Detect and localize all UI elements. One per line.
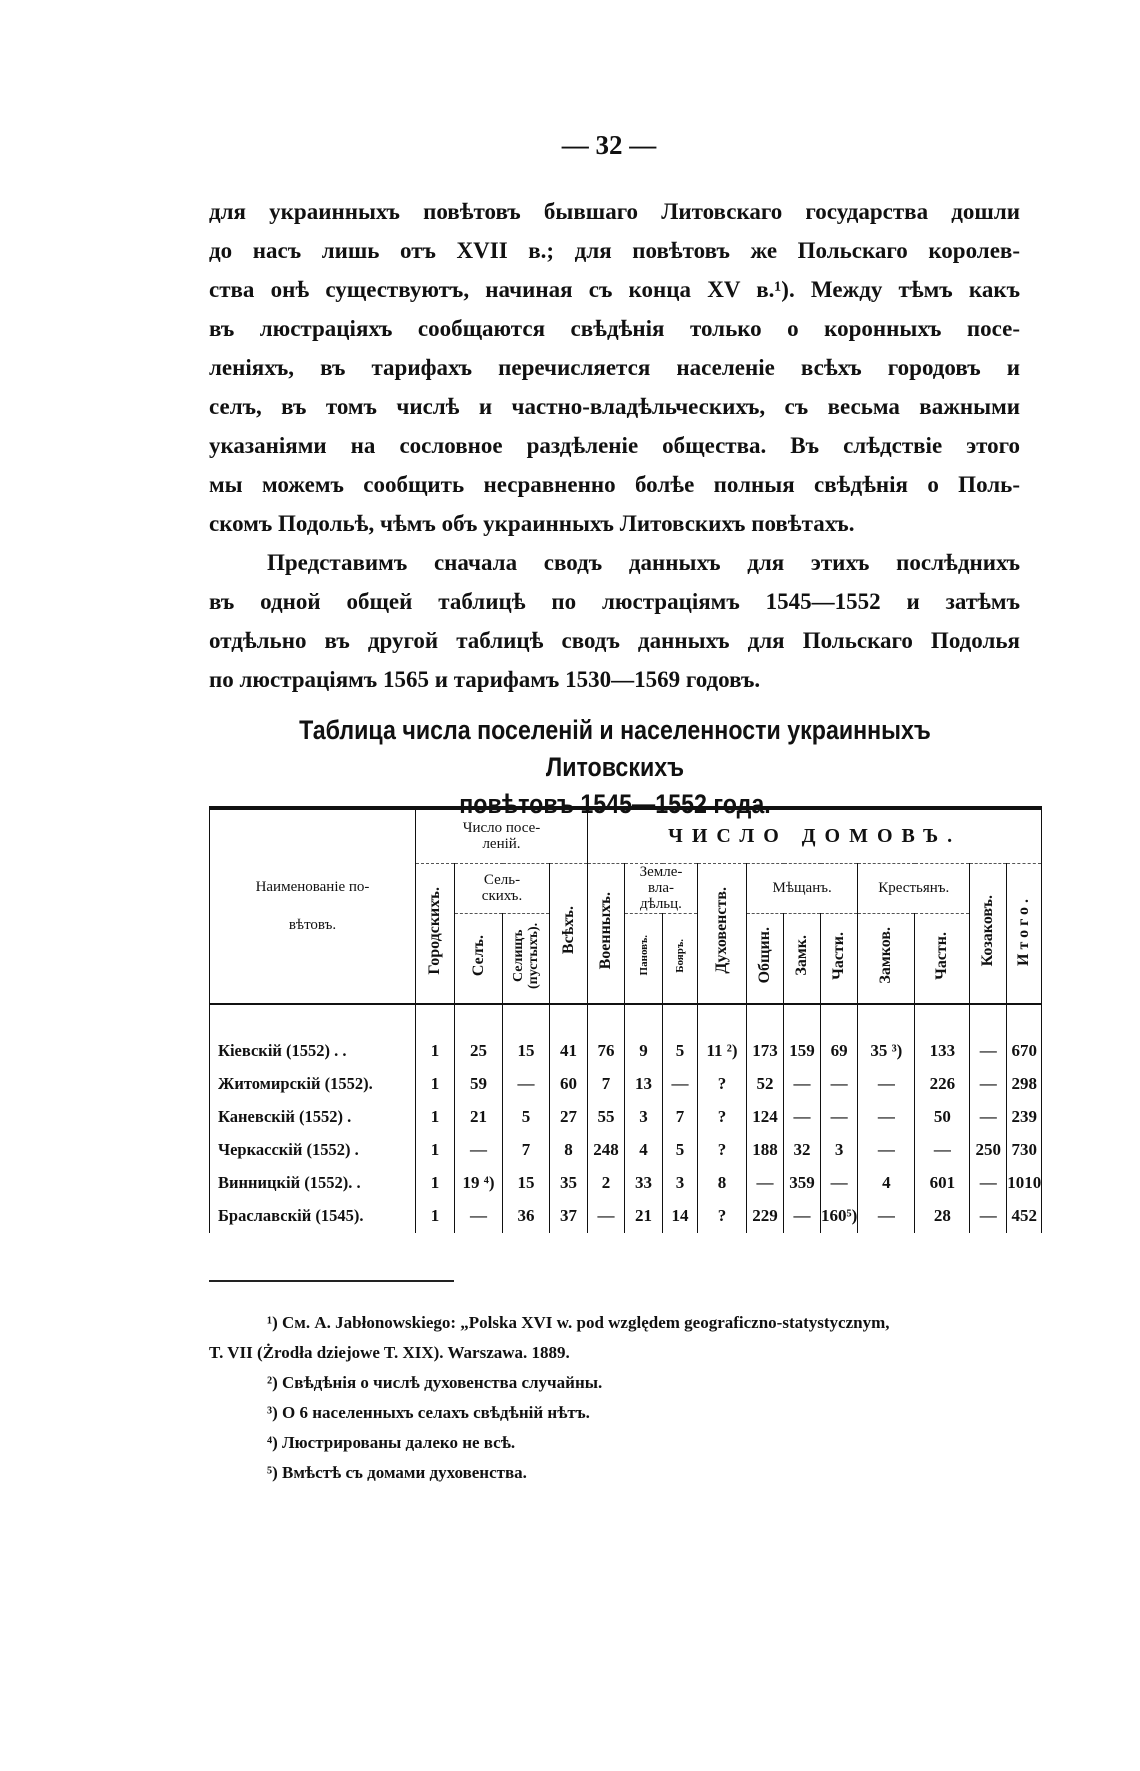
table-cell: — — [455, 1200, 503, 1233]
table-cell: 7 — [588, 1068, 625, 1101]
header-settlements: Число посе-леній. — [416, 808, 588, 863]
header-clergy: Духовенств. — [698, 863, 747, 1004]
table-cell: ? — [698, 1101, 747, 1134]
text-line: до насъ лишь отъ XVII в.; для повѣтовъ же Польскаго королев- — [209, 238, 1020, 263]
table-cell: — — [970, 1167, 1007, 1200]
table-cell: 4 — [858, 1167, 915, 1200]
header-town: Городскихъ. — [416, 863, 455, 1004]
header-villages: Селъ. — [455, 913, 503, 1004]
paragraph-2 — [209, 543, 1020, 699]
table-cell: 21 — [455, 1101, 503, 1134]
table-cell: 19 ⁴) — [455, 1167, 503, 1200]
footnote: ³) О 6 населенныхъ селахъ свѣдѣній нѣтъ. — [267, 1403, 590, 1422]
table-cell: 1 — [416, 1068, 455, 1101]
header-castle: Замк. — [784, 913, 821, 1004]
table-cell: 124 — [747, 1101, 784, 1134]
text-line: въ одной общей таблицѣ по люстраціямъ 1545—1552 и затѣмъ — [209, 589, 1020, 614]
table-cell: 52 — [747, 1068, 784, 1101]
table-cell: — — [915, 1134, 970, 1167]
table-cell: 2 — [588, 1167, 625, 1200]
text-line: скомъ Подольѣ, чѣмъ объ украинныхъ Литовскихъ повѣтахъ. — [209, 511, 855, 536]
table-cell: 7 — [503, 1134, 550, 1167]
header-peasants: Крестьянъ. — [858, 863, 970, 913]
text-line: по люстраціямъ 1565 и тарифамъ 1530—1569 годовъ. — [209, 667, 761, 692]
table-cell: — — [970, 1068, 1007, 1101]
header-all: Всѣхъ. — [550, 863, 588, 1004]
table-cell: — — [784, 1068, 821, 1101]
table-cell: 14 — [663, 1200, 698, 1233]
table-row — [210, 1167, 1042, 1200]
table-cell: 452 — [1007, 1200, 1042, 1233]
table-cell: 670 — [1007, 1004, 1042, 1068]
text-line: отдѣльно въ другой таблицѣ сводъ данныхъ для Польскаго Подолья — [209, 628, 1020, 653]
page-number: — 32 — — [561, 130, 657, 160]
text-line: Представимъ сначала сводъ данныхъ для этихъ послѣднихъ — [267, 550, 1020, 575]
table-cell: — — [858, 1101, 915, 1134]
table-cell: ? — [698, 1134, 747, 1167]
table-cell: 250 — [970, 1134, 1007, 1167]
paragraph-1 — [209, 192, 1020, 543]
table-cell: 226 — [915, 1068, 970, 1101]
table-cell: 1 — [416, 1134, 455, 1167]
table-cell: 36 — [503, 1200, 550, 1233]
table-cell: 3 — [663, 1167, 698, 1200]
text-line: селъ, въ томъ числѣ и частно-владѣльческихъ, съ весьма важными — [209, 394, 1020, 419]
district-name: Кіевскій (1552) . . — [210, 1004, 416, 1068]
footnote-divider — [209, 1280, 454, 1282]
table-cell: 27 — [550, 1101, 588, 1134]
table-cell: ? — [698, 1068, 747, 1101]
text-line: леніяхъ, въ тарифахъ перечисляется населеніе всѣхъ городовъ и — [209, 355, 1020, 380]
table-cell: 8 — [698, 1167, 747, 1200]
table-cell: — — [821, 1068, 858, 1101]
table-cell: 37 — [550, 1200, 588, 1233]
table-cell: 3 — [625, 1101, 663, 1134]
table-cell: 3 — [821, 1134, 858, 1167]
table-cell: 9 — [625, 1004, 663, 1068]
table-cell: 21 — [625, 1200, 663, 1233]
header-lords: Пановъ. — [625, 913, 663, 1004]
header-castle-peasants: Замков. — [858, 913, 915, 1004]
settlements-table — [209, 806, 1042, 1233]
district-name: Житомирскій (1552). — [210, 1068, 416, 1101]
table-cell: 1 — [416, 1101, 455, 1134]
table-cell: 1 — [416, 1167, 455, 1200]
table-cell: 1010 — [1007, 1167, 1042, 1200]
table-title-line: Таблица числа поселеній и населенности украинныхъ Литовскихъ — [299, 715, 931, 782]
table-cell: 11 ²) — [698, 1004, 747, 1068]
table-cell: 730 — [1007, 1134, 1042, 1167]
table-cell: 229 — [747, 1200, 784, 1233]
table-cell: 41 — [550, 1004, 588, 1068]
table-cell: 188 — [747, 1134, 784, 1167]
table-cell: — — [784, 1200, 821, 1233]
table-cell: — — [821, 1167, 858, 1200]
header-houses: ЧИСЛО ДОМОВЪ. — [588, 808, 1042, 863]
footnote: ⁴) Люстрированы далеко не всѣ. — [267, 1433, 516, 1452]
table-cell: — — [663, 1068, 698, 1101]
header-rural: Сель-скихъ. — [455, 863, 550, 913]
table-cell: 5 — [503, 1101, 550, 1134]
table-cell: — — [970, 1004, 1007, 1068]
district-name: Браславскій (1545). — [210, 1200, 416, 1233]
table-cell: 159 — [784, 1004, 821, 1068]
table-cell: 32 — [784, 1134, 821, 1167]
table-cell: 25 — [455, 1004, 503, 1068]
table-cell: 5 — [663, 1134, 698, 1167]
table-cell: 15 — [503, 1167, 550, 1200]
table-cell: 248 — [588, 1134, 625, 1167]
table-cell: 5 — [663, 1004, 698, 1068]
table-cell: 15 — [503, 1004, 550, 1068]
table-cell: 160⁵) — [821, 1200, 858, 1233]
header-name: Наименованіе по- вѣтовъ. — [210, 808, 416, 1004]
table-cell: — — [503, 1068, 550, 1101]
header-boyars: Бояръ. — [663, 913, 698, 1004]
table-cell: 1 — [416, 1200, 455, 1233]
table-cell: 239 — [1007, 1101, 1042, 1134]
table-row — [210, 1101, 1042, 1134]
text-line: ства онѣ существуютъ, начиная съ конца XV в.¹). Между тѣмъ какъ — [209, 277, 1020, 302]
table-cell: 35 ³) — [858, 1004, 915, 1068]
footnotes — [209, 1308, 1024, 1488]
text-line: въ люстраціяхъ сообщаются свѣдѣнія только о коронныхъ посе- — [209, 316, 1020, 341]
table-cell: 359 — [784, 1167, 821, 1200]
footnote: ²) Свѣдѣнія о числѣ духовенства случайны. — [267, 1373, 603, 1392]
table-cell: 59 — [455, 1068, 503, 1101]
table-cell: 1 — [416, 1004, 455, 1068]
header-empty-villages: Селищъ (пустыхъ). — [503, 913, 550, 1004]
header-landowners: Земле-вла-дѣльц. — [625, 863, 698, 913]
table-cell: 133 — [915, 1004, 970, 1068]
table-cell: 4 — [625, 1134, 663, 1167]
table-cell: 69 — [821, 1004, 858, 1068]
header-private: Части. — [821, 913, 858, 1004]
text-line: для украинныхъ повѣтовъ бывшаго Литовскаго государства дошли — [209, 199, 1020, 224]
table-cell: — — [858, 1068, 915, 1101]
table-cell: — — [588, 1200, 625, 1233]
text-line: мы можемъ сообщить несравненно болѣе полныя свѣдѣнія о Поль- — [209, 472, 1020, 497]
table-cell: — — [747, 1167, 784, 1200]
table-cell: — — [970, 1101, 1007, 1134]
footnote: ⁵) Вмѣстѣ съ домами духовенства. — [267, 1463, 527, 1482]
table-cell: 35 — [550, 1167, 588, 1200]
header-military: Военныхъ. — [588, 863, 625, 1004]
table-cell: 55 — [588, 1101, 625, 1134]
footnote: T. VII (Żrodła dziejowe T. XIX). Warszawa. 1889. — [209, 1343, 570, 1362]
district-name: Винницкій (1552). . — [210, 1167, 416, 1200]
table-row — [210, 1068, 1042, 1101]
district-name: Черкасскій (1552) . — [210, 1134, 416, 1167]
table-cell: — — [858, 1134, 915, 1167]
table-cell: 33 — [625, 1167, 663, 1200]
header-cossacks: Козаковъ. — [970, 863, 1007, 1004]
district-name: Каневскій (1552) . — [210, 1101, 416, 1134]
table-cell: ? — [698, 1200, 747, 1233]
table-cell: — — [970, 1200, 1007, 1233]
header-communal: Общин. — [747, 913, 784, 1004]
table-row — [210, 1200, 1042, 1233]
table-cell: — — [858, 1200, 915, 1233]
header-private-peasants: Частн. — [915, 913, 970, 1004]
table-cell: — — [455, 1134, 503, 1167]
table-cell: 60 — [550, 1068, 588, 1101]
table-cell: 28 — [915, 1200, 970, 1233]
table-cell: 601 — [915, 1167, 970, 1200]
text-line: указаніями на сословное раздѣленіе общества. Въ слѣдствіе этого — [209, 433, 1020, 458]
table-title-line: повѣтовъ 1545—1552 года. — [459, 789, 771, 819]
table-cell: — — [821, 1101, 858, 1134]
table-cell: 173 — [747, 1004, 784, 1068]
table-cell: 50 — [915, 1101, 970, 1134]
table-cell: 298 — [1007, 1068, 1042, 1101]
header-total: Итого. — [1007, 863, 1042, 1004]
table-cell: — — [784, 1101, 821, 1134]
table-row — [210, 1004, 1042, 1068]
table-cell: 76 — [588, 1004, 625, 1068]
table-cell: 8 — [550, 1134, 588, 1167]
table-cell: 13 — [625, 1068, 663, 1101]
footnote: ¹) См. A. Jabłonowskiego: „Polska XVI w. pod względem geograficzno-statystycznym, — [267, 1313, 890, 1332]
table-row — [210, 1134, 1042, 1167]
header-burghers: Мѣщанъ. — [747, 863, 858, 913]
table-cell: 7 — [663, 1101, 698, 1134]
